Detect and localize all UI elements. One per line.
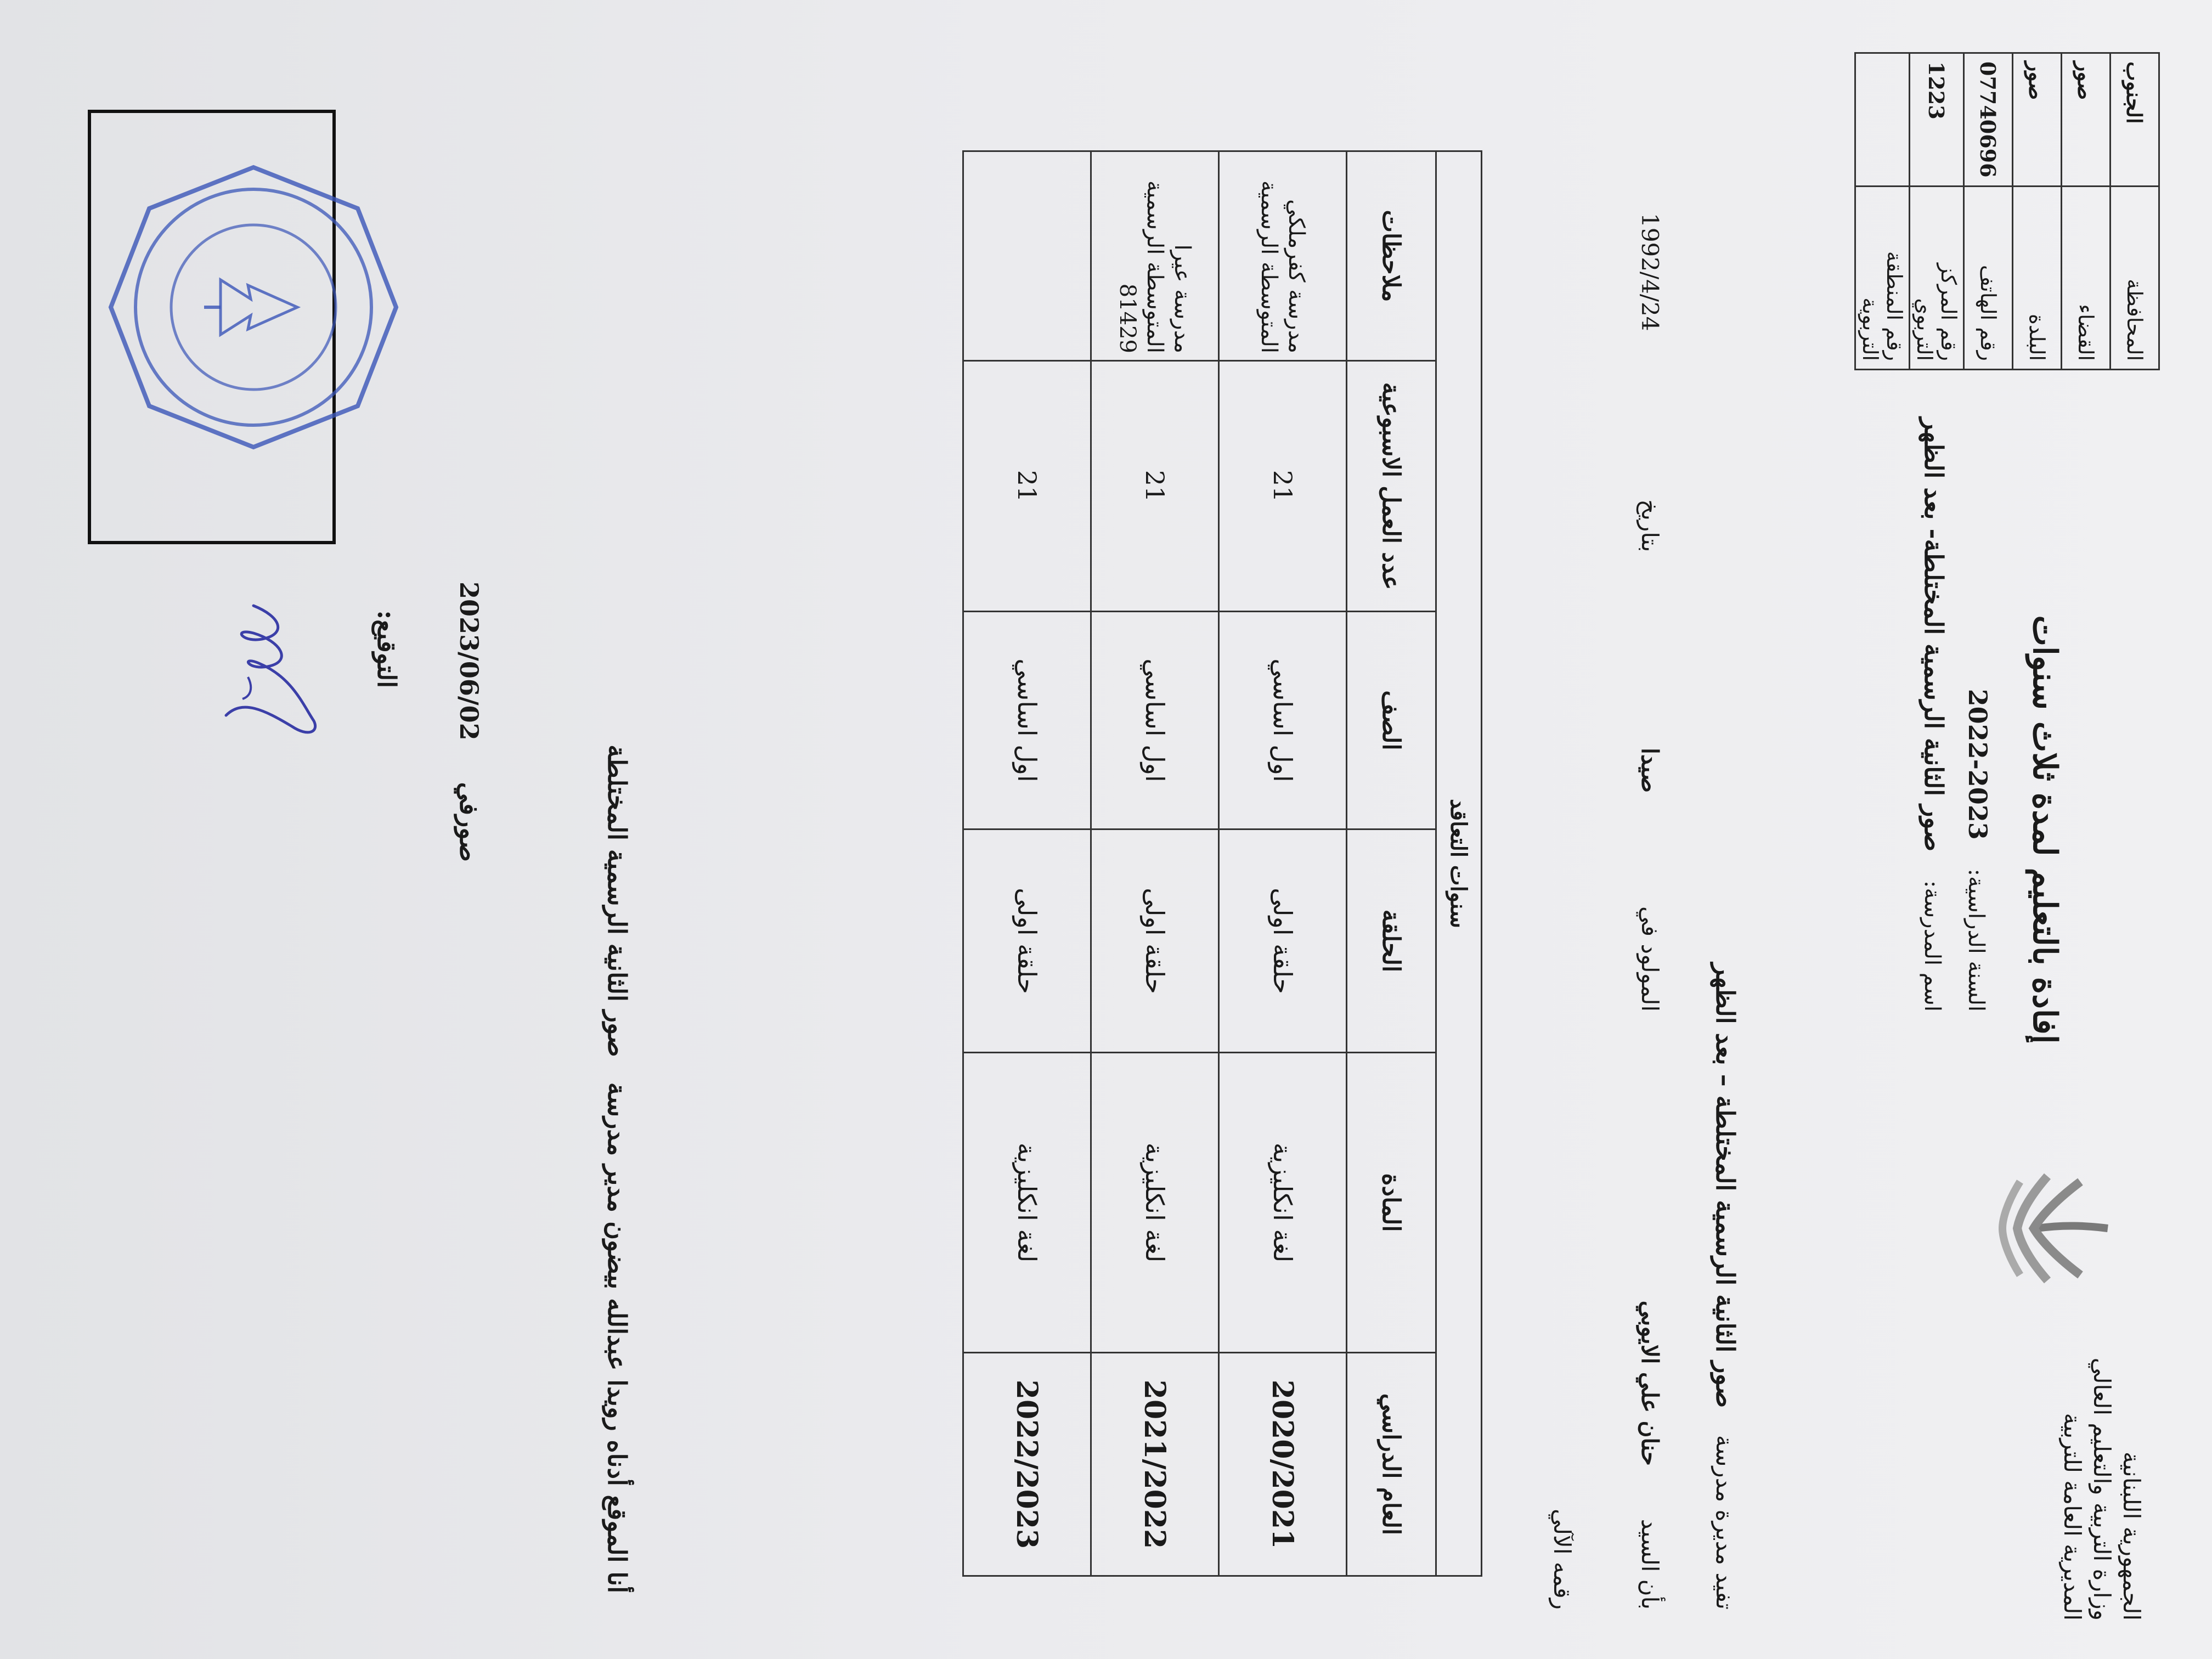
- cell-cycle: حلقة اولى: [1091, 830, 1219, 1053]
- cell-subject: لغة انكليزية: [1091, 1053, 1219, 1353]
- table-row: [1091, 151, 1219, 1576]
- handwritten-signature: [215, 595, 336, 770]
- table-header-row: [1347, 151, 1436, 1576]
- header-cycle: الحلقة: [1347, 830, 1436, 1053]
- header-republic: الجمهورية اللبنانية: [2118, 1451, 2145, 1621]
- table-row: [963, 151, 1091, 1576]
- school-year-value: 2022-2023: [1963, 689, 1993, 840]
- record-number-label: رقمه الآلي: [1549, 1509, 1576, 1610]
- cell-hours: 21: [1091, 361, 1219, 612]
- school-name-value: صور الثانية الرسمية المختلطة- بعد الظهر: [1919, 417, 1949, 852]
- info-label: القضاء: [2062, 186, 2111, 369]
- cell-note: [963, 151, 1091, 361]
- cell-cycle: حلقة اولى: [1219, 830, 1347, 1053]
- signature-label: التوقيع:: [372, 610, 402, 688]
- official-stamp: [100, 154, 407, 461]
- cell-grade: اول اساسي: [1091, 612, 1219, 830]
- header-notes: ملاحظات: [1347, 151, 1436, 361]
- header-weekly-hours: عدد العمل الاسبوعية: [1347, 361, 1436, 612]
- cell-hours: 21: [963, 361, 1091, 612]
- info-row: [1964, 53, 2013, 370]
- cell-grade: اول اساسي: [963, 612, 1091, 830]
- contract-years-header: سنوات التعاقد: [1436, 151, 1482, 1576]
- info-value: 1223: [1910, 53, 1964, 187]
- contract-years-table: [962, 150, 1482, 1577]
- header-ministry: وزارة التربية والتعليم العالي: [2089, 1357, 2115, 1621]
- born-in-value: صيدا: [1637, 748, 1663, 793]
- info-value: الجنوب: [2111, 53, 2159, 187]
- document-title: إفادة بالتعليم لمدة ثلاث سنوات: [2025, 615, 2064, 1044]
- declaration-prefix: أنا الموقع أدناه رويدا عبدالله بيضون مدير مدرسة: [602, 1082, 632, 1593]
- info-value: صور: [2013, 53, 2062, 187]
- person-prefix: بأن السيد: [1637, 1519, 1663, 1610]
- table-caption-row: [1436, 151, 1482, 1576]
- cell-subject: لغة انكليزية: [963, 1053, 1091, 1353]
- statement-line-2: [1637, 101, 1663, 1610]
- declaration-school: صور الثانية الرسمية المختلطة: [602, 744, 632, 1057]
- header-directorate: المديرية العامة للتربية: [2059, 1413, 2086, 1621]
- header-year: العام الدراسي: [1347, 1353, 1436, 1576]
- info-label: المحافظة: [2111, 186, 2159, 369]
- statement-school: صور الثانية الرسمية المختلطة – بعد الظهر: [1711, 963, 1740, 1408]
- statement-intro: تفيد مديرة مدرسة: [1711, 1435, 1738, 1610]
- info-value: [1855, 53, 1910, 187]
- info-value: صور: [2062, 53, 2111, 187]
- declaration-line: [602, 728, 632, 1593]
- cell-hours: 21: [1219, 361, 1347, 612]
- born-in-label: المولود في: [1637, 906, 1663, 1012]
- statement-line-1: [1711, 963, 1740, 1610]
- place-label: صورفي: [454, 782, 484, 862]
- cell-year: 2022/2023: [963, 1353, 1091, 1576]
- info-row: [1910, 53, 1964, 370]
- cell-note: مدرسة كفرملكي المتوسطة الرسمية: [1219, 151, 1347, 361]
- place-date-line: [454, 549, 484, 862]
- info-row: [2111, 53, 2159, 370]
- info-row: [2062, 53, 2111, 370]
- school-name-line: [1919, 417, 1949, 1012]
- info-value: 07740696: [1964, 53, 2013, 187]
- school-year-line: [1963, 689, 1993, 1012]
- ministry-header: [2057, 1313, 2146, 1621]
- birth-date-label: بتاريخ: [1637, 499, 1663, 552]
- cell-cycle: حلقة اولى: [963, 830, 1091, 1053]
- cell-year: 2021/2022: [1091, 1353, 1219, 1576]
- person-name: حنان علي الايوبي: [1637, 1300, 1663, 1466]
- header-subject: المادة: [1347, 1053, 1436, 1353]
- info-label: رقم المركز التربوي: [1910, 186, 1964, 369]
- info-label: رقم الهاتف: [1964, 186, 2013, 369]
- birth-date-value: 1992/4/24: [1637, 213, 1663, 331]
- info-label: البلدة: [2013, 186, 2062, 369]
- header-grade: الصف: [1347, 612, 1436, 830]
- info-box: [1854, 52, 2160, 370]
- cell-note: مدرسة عيرا المتوسطة الرسمية 81429: [1091, 151, 1219, 361]
- info-row: [1855, 53, 1910, 370]
- cell-year: 2020/2021: [1219, 1353, 1347, 1576]
- table-row: [1219, 151, 1347, 1576]
- school-name-label: اسم المدرسة:: [1920, 880, 1945, 1012]
- school-year-label: السنة الدراسية:: [1963, 868, 1989, 1012]
- issue-date: 2023/06/02: [454, 582, 484, 741]
- cell-subject: لغة انكليزية: [1219, 1053, 1347, 1353]
- cell-grade: اول اساسي: [1219, 612, 1347, 830]
- info-label: رقم المنطقة التربوية: [1855, 186, 1910, 369]
